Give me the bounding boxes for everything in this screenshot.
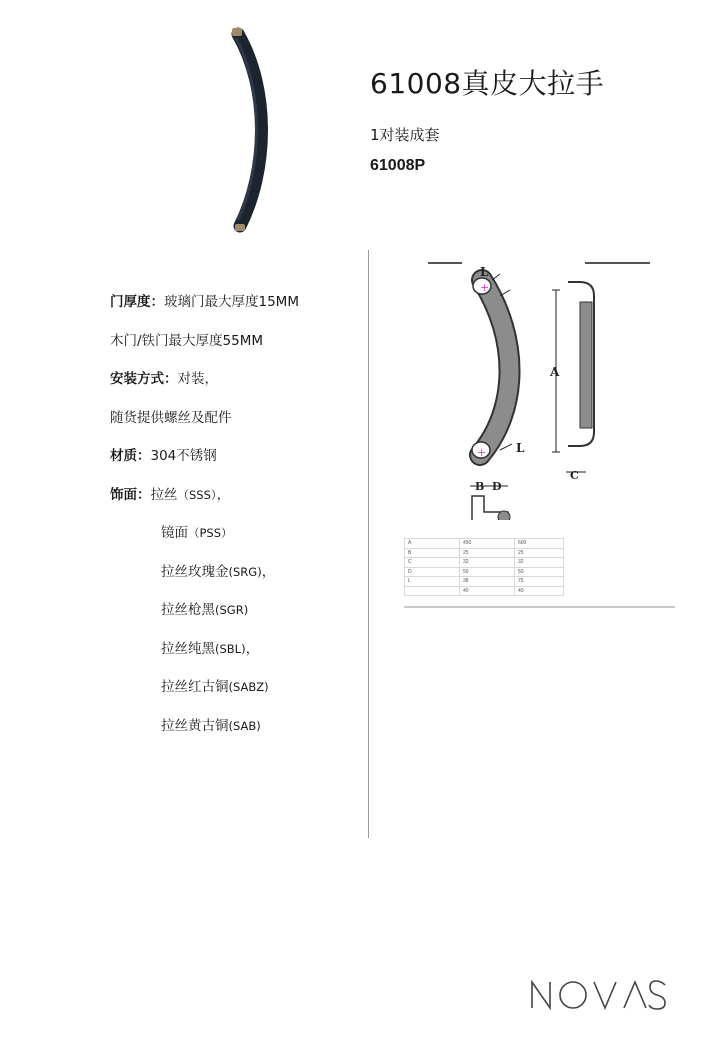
label-b: B xyxy=(475,480,485,493)
spec-finish-pss: 镜面（PSS） xyxy=(161,525,233,541)
product-photo xyxy=(200,20,290,245)
spec-finish-sss: 饰面：拉丝（SSS）， xyxy=(110,486,231,503)
label-a: A xyxy=(550,365,560,379)
spec-door-thickness-wood: 木门/铁门最大厚度55MM xyxy=(110,332,264,349)
table-row: B 25 25 xyxy=(405,548,564,558)
table-row: D 50 50 xyxy=(405,567,564,577)
label-c: C xyxy=(570,469,579,482)
table-row: A 450 600 xyxy=(405,539,564,549)
table-row: C 32 32 xyxy=(405,558,564,568)
spec-list xyxy=(110,292,360,754)
brand-logo xyxy=(528,978,668,1012)
product-title: 61008真皮大拉手 xyxy=(370,67,605,100)
svg-text:+: + xyxy=(480,281,490,294)
label-l-top: L xyxy=(480,265,489,279)
spec-finish-sgr: 拉丝枪黑(SGR) xyxy=(161,602,249,618)
product-subtitle: 1对装成套 xyxy=(370,126,440,144)
spec-finish-sabz: 拉丝红古铜(SABZ) xyxy=(161,679,269,695)
product-model: 61008P xyxy=(370,157,426,174)
spec-accessories: 随货提供螺丝及配件 xyxy=(110,409,232,426)
label-d: D xyxy=(492,480,502,493)
spec-finish-srg: 拉丝玫瑰金(SRG)， xyxy=(161,563,276,580)
spec-finish-sab: 拉丝黄古铜(SAB) xyxy=(161,717,261,734)
svg-text:+: + xyxy=(477,446,487,459)
technical-drawing xyxy=(400,260,680,520)
spec-finish-sbl: 拉丝纯黑(SBL)， xyxy=(161,640,260,657)
spec-installation: 安装方式：对装， xyxy=(110,371,218,387)
table-rule xyxy=(404,606,675,608)
label-l-bottom: L xyxy=(516,441,525,455)
spec-door-thickness: 门厚度：玻璃门最大厚度15MM xyxy=(110,294,299,310)
table-row: L 38 75 xyxy=(405,577,564,587)
spec-material: 材质：304不锈钢 xyxy=(110,448,217,464)
dimensions-table xyxy=(404,538,564,596)
table-row: 40 40 xyxy=(405,586,564,596)
title-block xyxy=(370,62,700,175)
vertical-divider xyxy=(368,250,369,838)
